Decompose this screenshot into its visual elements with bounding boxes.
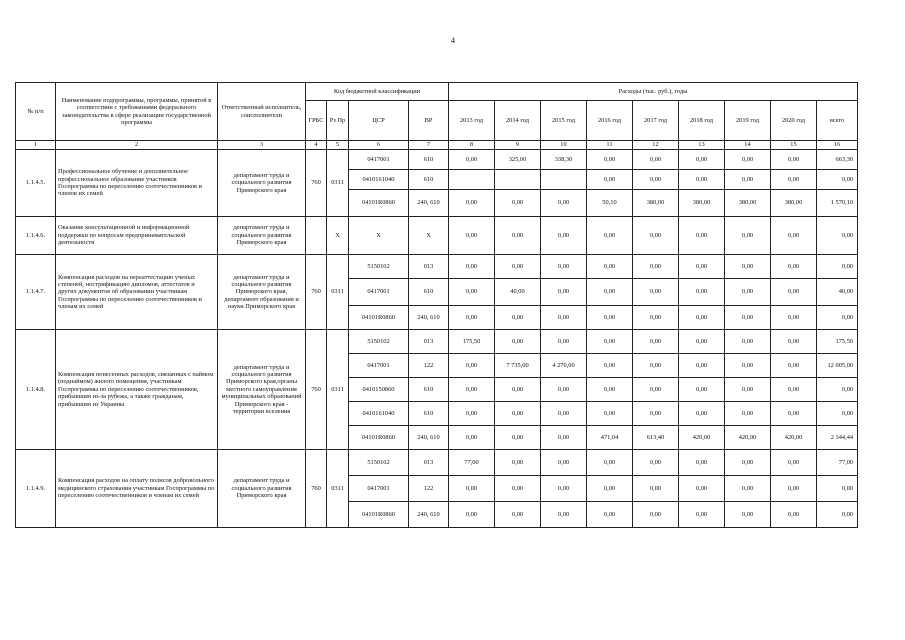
row-name: Профессиональное обучение и дополнительное профессиональное образование участников Госпрограммы по переселению соотечественников и членов их семей [56, 150, 218, 217]
row-value: 0,00 [633, 354, 679, 378]
page-number: 4 [451, 36, 455, 45]
row-name: Компенсация расходов на переаттестацию ученых степеней, нострификацию дипломов, аттестатов и других документов об образовании участникам Госпрограммы по переселению соотечественников и членам их семей [56, 255, 218, 330]
column-number-row [16, 141, 858, 150]
row-value: 0,00 [495, 476, 541, 502]
row-value: 0,00 [771, 378, 817, 402]
row-vr: 013 [409, 255, 449, 279]
row-value: 0,00 [633, 402, 679, 426]
row-csr: 5150102 [349, 255, 409, 279]
row-value: 471,04 [587, 426, 633, 450]
row-csr: 04101R0860 [349, 306, 409, 330]
row-value [541, 170, 587, 190]
header-kbk: Код бюджетной классификации [306, 83, 449, 101]
col-number: 9 [495, 141, 541, 150]
row-value: 0,00 [633, 279, 679, 306]
row-value: 0,00 [725, 502, 771, 528]
table-body [16, 150, 858, 528]
header-year: 2013 год [449, 101, 495, 141]
header-num: № п/п [16, 83, 56, 141]
row-total: 40,00 [817, 279, 858, 306]
row-value: 613,40 [633, 426, 679, 450]
row-value: 0,00 [587, 330, 633, 354]
row-value: 0,00 [541, 255, 587, 279]
row-id: 1.1.4.6. [16, 217, 56, 255]
row-rzpr: X [327, 217, 349, 255]
row-value: 420,00 [771, 426, 817, 450]
row-vr: 122 [409, 354, 449, 378]
row-value: 0,00 [633, 330, 679, 354]
row-value: 0,00 [495, 255, 541, 279]
header-year: 2018 год [679, 101, 725, 141]
row-name: Компенсация понесенных расходов, связанных с наймом (поднаймом) жилого помещения, участникам Госпрограммы по переселению соотечественников, прибывшим из-за рубежа, а также гражданам, прибывшим из Украины [56, 330, 218, 450]
row-vr: 240, 610 [409, 190, 449, 217]
row-total: 2 344,44 [817, 426, 858, 450]
row-value: 0,00 [495, 217, 541, 255]
col-number: 4 [306, 141, 327, 150]
row-value: 175,50 [449, 330, 495, 354]
row-total: 77,00 [817, 450, 858, 476]
row-value: 0,00 [679, 279, 725, 306]
row-value: 420,00 [679, 426, 725, 450]
row-responsible: департамент труда и социального развития Приморского края,органы местного самоуправления муниципальных образований Приморского края - территории вселения [218, 330, 306, 450]
row-name: Компенсация расходов на оплату полисов добровольного медицинского страхования участникам Госпрограммы по переселению соотечественников и членам их семей [56, 450, 218, 528]
row-value: 0,00 [541, 502, 587, 528]
row-value: 0,00 [679, 217, 725, 255]
row-value: 0,00 [587, 217, 633, 255]
row-responsible: департамент труда и социального развития Приморского края [218, 450, 306, 528]
row-value: 0,00 [541, 402, 587, 426]
row-value: 0,00 [449, 476, 495, 502]
row-value: 0,00 [679, 170, 725, 190]
row-value: 0,00 [679, 306, 725, 330]
header-vr: ВР [409, 101, 449, 141]
row-csr: 0417001 [349, 150, 409, 170]
col-number: 5 [327, 141, 349, 150]
row-value: 0,00 [679, 330, 725, 354]
row-value: 0,00 [771, 502, 817, 528]
row-total: 0,00 [817, 255, 858, 279]
row-csr: 04101R0860 [349, 426, 409, 450]
row-value: 0,00 [541, 190, 587, 217]
row-rzpr: 0311 [327, 150, 349, 217]
row-name: Оказание консультационной и информационной поддержки по вопросам предпринимательской деятельности [56, 217, 218, 255]
row-value: 0,00 [725, 378, 771, 402]
row-value: 0,00 [449, 279, 495, 306]
row-value: 0,00 [679, 502, 725, 528]
row-vr: 240, 610 [409, 306, 449, 330]
row-csr: 0410150860 [349, 378, 409, 402]
row-value: 0,00 [495, 378, 541, 402]
header-year: 2015 год [541, 101, 587, 141]
budget-table [15, 82, 858, 528]
row-grbs: 760 [306, 450, 327, 528]
row-value: 0,00 [495, 306, 541, 330]
row-vr: 013 [409, 330, 449, 354]
row-vr: 610 [409, 378, 449, 402]
row-value: 0,00 [495, 502, 541, 528]
row-value: 0,00 [495, 402, 541, 426]
row-value: 0,00 [449, 378, 495, 402]
row-value: 0,00 [495, 426, 541, 450]
row-value: 0,00 [449, 426, 495, 450]
row-value: 0,00 [771, 306, 817, 330]
row-value: 338,30 [541, 150, 587, 170]
col-number: 10 [541, 141, 587, 150]
row-value: 0,00 [679, 476, 725, 502]
header-year: 2014 год [495, 101, 541, 141]
header-year: 2016 год [587, 101, 633, 141]
row-total: 0,00 [817, 476, 858, 502]
row-value: 0,00 [679, 378, 725, 402]
row-value: 0,00 [633, 306, 679, 330]
row-value: 325,00 [495, 150, 541, 170]
row-value: 0,00 [633, 170, 679, 190]
row-id: 1.1.4.9. [16, 450, 56, 528]
row-value: 0,00 [587, 502, 633, 528]
table-row [16, 450, 858, 476]
row-value: 0,00 [541, 217, 587, 255]
row-csr: 0417001 [349, 279, 409, 306]
header-year: 2019 год [725, 101, 771, 141]
row-value: 0,00 [771, 450, 817, 476]
row-id: 1.1.4.7. [16, 255, 56, 330]
col-number: 8 [449, 141, 495, 150]
row-value [495, 170, 541, 190]
row-value: 0,00 [725, 150, 771, 170]
row-total: 0,00 [817, 402, 858, 426]
col-number: 6 [349, 141, 409, 150]
row-value: 0,00 [771, 150, 817, 170]
col-number: 7 [409, 141, 449, 150]
row-value: 0,00 [541, 330, 587, 354]
row-vr: 610 [409, 150, 449, 170]
row-value: 0,00 [679, 450, 725, 476]
row-vr: 122 [409, 476, 449, 502]
row-value: 0,00 [771, 255, 817, 279]
row-total: 0,00 [817, 378, 858, 402]
row-csr: 04101R0860 [349, 502, 409, 528]
row-value: 380,00 [633, 190, 679, 217]
row-grbs: 760 [306, 150, 327, 217]
row-total: 1 570,10 [817, 190, 858, 217]
row-value: 0,00 [541, 426, 587, 450]
row-value: 0,00 [541, 476, 587, 502]
row-value: 0,00 [679, 255, 725, 279]
col-number: 15 [771, 141, 817, 150]
row-csr: X [349, 217, 409, 255]
col-number: 16 [817, 141, 858, 150]
row-value [449, 170, 495, 190]
table-row [16, 255, 858, 279]
row-csr: 0417001 [349, 476, 409, 502]
row-total: 0,00 [817, 217, 858, 255]
row-value: 0,00 [587, 306, 633, 330]
table-row [16, 150, 858, 170]
row-vr: 610 [409, 279, 449, 306]
row-vr: 013 [409, 450, 449, 476]
row-vr: X [409, 217, 449, 255]
row-value: 0,00 [449, 306, 495, 330]
table-row [16, 217, 858, 255]
row-value: 0,00 [771, 330, 817, 354]
row-value: 0,00 [541, 450, 587, 476]
row-value: 0,00 [725, 450, 771, 476]
row-responsible: департамент труда и социального развития Приморского края, департамент образования и науки Приморского края [218, 255, 306, 330]
row-value: 0,00 [679, 150, 725, 170]
row-value: 0,00 [725, 170, 771, 190]
row-value: 0,00 [725, 330, 771, 354]
row-value: 0,00 [633, 502, 679, 528]
row-total: 175,50 [817, 330, 858, 354]
row-rzpr: 0311 [327, 450, 349, 528]
row-value: 0,00 [725, 279, 771, 306]
row-value: 0,00 [771, 170, 817, 190]
row-value: 0,00 [771, 354, 817, 378]
row-value: 0,00 [587, 402, 633, 426]
row-csr: 0410161040 [349, 170, 409, 190]
row-value: 0,00 [587, 378, 633, 402]
row-rzpr: 0311 [327, 330, 349, 450]
row-grbs: 760 [306, 330, 327, 450]
row-value: 0,00 [633, 150, 679, 170]
row-grbs [306, 217, 327, 255]
row-value: 0,00 [771, 402, 817, 426]
col-number: 11 [587, 141, 633, 150]
row-value: 0,00 [633, 217, 679, 255]
row-responsible: департамент труда и социального развития Приморского края [218, 217, 306, 255]
col-number: 12 [633, 141, 679, 150]
header-rzpr: Рз Пр [327, 101, 349, 141]
header-name: Наименование подпрограммы, программы, принятой в соответствии с требованиями федерального законодательства в сфере реализации государственной программы [56, 83, 218, 141]
header-year: 2017 год [633, 101, 679, 141]
row-id: 1.1.4.5. [16, 150, 56, 217]
row-value: 420,00 [725, 426, 771, 450]
row-value: 380,00 [679, 190, 725, 217]
row-value: 0,00 [633, 476, 679, 502]
header-expenses: Расходы (тыс. руб.), годы [449, 83, 858, 101]
row-total: 0,00 [817, 306, 858, 330]
col-number: 3 [218, 141, 306, 150]
row-vr: 610 [409, 170, 449, 190]
row-value: 0,00 [587, 279, 633, 306]
row-value: 0,00 [679, 402, 725, 426]
row-value: 0,00 [587, 354, 633, 378]
header-total: всего [817, 101, 858, 141]
row-value: 0,00 [449, 255, 495, 279]
row-value: 380,00 [771, 190, 817, 217]
row-value: 0,00 [725, 255, 771, 279]
row-value: 0,00 [495, 190, 541, 217]
row-grbs: 760 [306, 255, 327, 330]
row-value: 0,00 [541, 306, 587, 330]
row-value: 0,00 [541, 279, 587, 306]
col-number: 2 [56, 141, 218, 150]
row-value: 50,10 [587, 190, 633, 217]
row-value: 0,00 [771, 279, 817, 306]
row-value: 0,00 [449, 150, 495, 170]
row-csr: 0410161040 [349, 402, 409, 426]
row-value: 0,00 [587, 450, 633, 476]
header-responsible: Ответственный исполнитель, соисполнители [218, 83, 306, 141]
row-value: 0,00 [587, 476, 633, 502]
row-value: 0,00 [449, 354, 495, 378]
row-value: 0,00 [771, 476, 817, 502]
row-id: 1.1.4.8. [16, 330, 56, 450]
row-value: 0,00 [587, 150, 633, 170]
row-value: 0,00 [449, 402, 495, 426]
row-value: 0,00 [541, 378, 587, 402]
row-vr: 610 [409, 402, 449, 426]
row-value: 380,00 [725, 190, 771, 217]
row-value: 0,00 [725, 476, 771, 502]
row-value: 0,00 [679, 354, 725, 378]
row-value: 40,00 [495, 279, 541, 306]
row-vr: 240, 610 [409, 502, 449, 528]
row-value: 0,00 [633, 255, 679, 279]
row-total: 12 005,00 [817, 354, 858, 378]
row-total: 663,30 [817, 150, 858, 170]
row-csr: 04101R0860 [349, 190, 409, 217]
row-rzpr: 0311 [327, 255, 349, 330]
header-year: 2020 год [771, 101, 817, 141]
row-csr: 0417001 [349, 354, 409, 378]
table-row [16, 330, 858, 354]
row-total: 0,00 [817, 170, 858, 190]
row-value: 0,00 [587, 255, 633, 279]
row-value: 0,00 [771, 217, 817, 255]
row-value: 0,00 [495, 450, 541, 476]
row-value: 0,00 [725, 217, 771, 255]
row-csr: 5150102 [349, 450, 409, 476]
header-grbs: ГРБС [306, 101, 327, 141]
row-vr: 240, 610 [409, 426, 449, 450]
row-value: 0,00 [449, 502, 495, 528]
row-value: 0,00 [725, 402, 771, 426]
row-value: 77,00 [449, 450, 495, 476]
row-responsible: департамент труда и социального развития Приморского края [218, 150, 306, 217]
row-value: 0,00 [449, 190, 495, 217]
row-value: 0,00 [725, 354, 771, 378]
row-value: 4 270,00 [541, 354, 587, 378]
row-value: 0,00 [633, 378, 679, 402]
header-csr: ЦСР [349, 101, 409, 141]
row-total: 0,00 [817, 502, 858, 528]
row-value: 0,00 [587, 170, 633, 190]
col-number: 1 [16, 141, 56, 150]
col-number: 13 [679, 141, 725, 150]
row-value: 0,00 [633, 450, 679, 476]
row-value: 0,00 [449, 217, 495, 255]
row-value: 0,00 [495, 330, 541, 354]
col-number: 14 [725, 141, 771, 150]
row-value: 0,00 [725, 306, 771, 330]
row-csr: 5150102 [349, 330, 409, 354]
row-value: 7 735,00 [495, 354, 541, 378]
